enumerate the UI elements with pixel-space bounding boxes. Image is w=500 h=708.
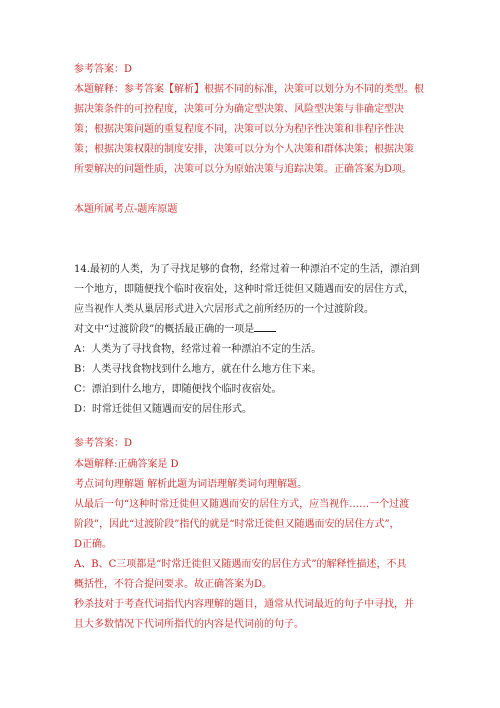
analysis-line: 所要解决的问题性质，决策可以分为原始决策与追踪决策。正确答案为D项。	[74, 164, 413, 175]
analysis-line: A、B、C三项都是“时常迁徙但又随遇而安的居住方式”的解释性描述，不具	[74, 559, 407, 570]
source-note	[74, 200, 442, 220]
analysis-line: 策；根据决策问题的重复程度不同，决策可以分为程序性决策和非程序性决	[74, 124, 404, 135]
analysis-section-1	[74, 80, 442, 180]
option-b: B：人类寻找食物找到什么地方，就在什么地方住下来。	[74, 364, 322, 375]
analysis-section-2	[74, 455, 442, 635]
question-14	[74, 260, 442, 420]
answer-section-1	[74, 60, 442, 80]
answer-section-2	[74, 434, 442, 454]
analysis-line: 秒杀技对于考查代词指代内容理解的题目，通常从代词最近的句子中寻找，并	[74, 599, 414, 610]
question-stem-line: 应当视作人类从巢居形式进入穴居形式之前所经历的一个过渡阶段。	[74, 304, 374, 315]
question-stem-line: 14.最初的人类，为了寻找足够的食物，经常过着一种漂泊不定的生活，漂泊到	[74, 264, 420, 275]
source-text: 本题所属考点-题库原题	[74, 204, 178, 215]
question-stem-line: 一个地方，即随便找个临时夜宿处，这种时常迁徙但又随遇而安的居住方式，	[74, 284, 414, 295]
analysis-line: 本题解释:正确答案是 D	[74, 459, 179, 470]
option-d: D：时常迁徙但又随遇而安的居住形式。	[74, 404, 253, 415]
answer-blank	[254, 320, 276, 332]
analysis-line: D正确。	[74, 539, 113, 550]
analysis-line: 据决策条件的可控程度，决策可分为确定型决策、风险型决策与非确定型决	[74, 104, 404, 115]
answer-label: 参考答案：D	[74, 64, 133, 75]
analysis-line: 概括性，不符合提问要求。故正确答案为D。	[74, 579, 273, 590]
analysis-line: 阶段”，因此“过渡阶段”指代的就是“时常迁徙但又随遇而安的居住方式”，	[74, 519, 400, 530]
analysis-line: 本题解释：参考答案【解析】根据不同的标准，决策可以划分为不同的类型。根	[74, 84, 424, 95]
question-prompt-text: 对文中“过渡阶段”的概括最正确的一项是	[74, 324, 255, 335]
option-a: A：人类为了寻找食物，经常过着一种漂泊不定的生活。	[74, 344, 322, 355]
analysis-line: 从最后一句“这种时常迁徙但又随遇而安的居住方式，应当视作……一个过渡	[74, 499, 410, 510]
analysis-line: 且大多数情况下代词所指代的内容是代词前的句子。	[74, 619, 304, 630]
question-prompt	[74, 320, 442, 340]
analysis-line: 策；根据决策权限的制度安排，决策可以分为个人决策和群体决策；根据决策	[74, 144, 414, 155]
option-c: C：漂泊到什么地方，即随便找个临时夜宿处。	[74, 384, 282, 395]
answer-label: 参考答案：D	[74, 438, 133, 449]
analysis-line: 考点词句理解题 解析此题为词语理解类词句理解题。	[74, 479, 308, 490]
